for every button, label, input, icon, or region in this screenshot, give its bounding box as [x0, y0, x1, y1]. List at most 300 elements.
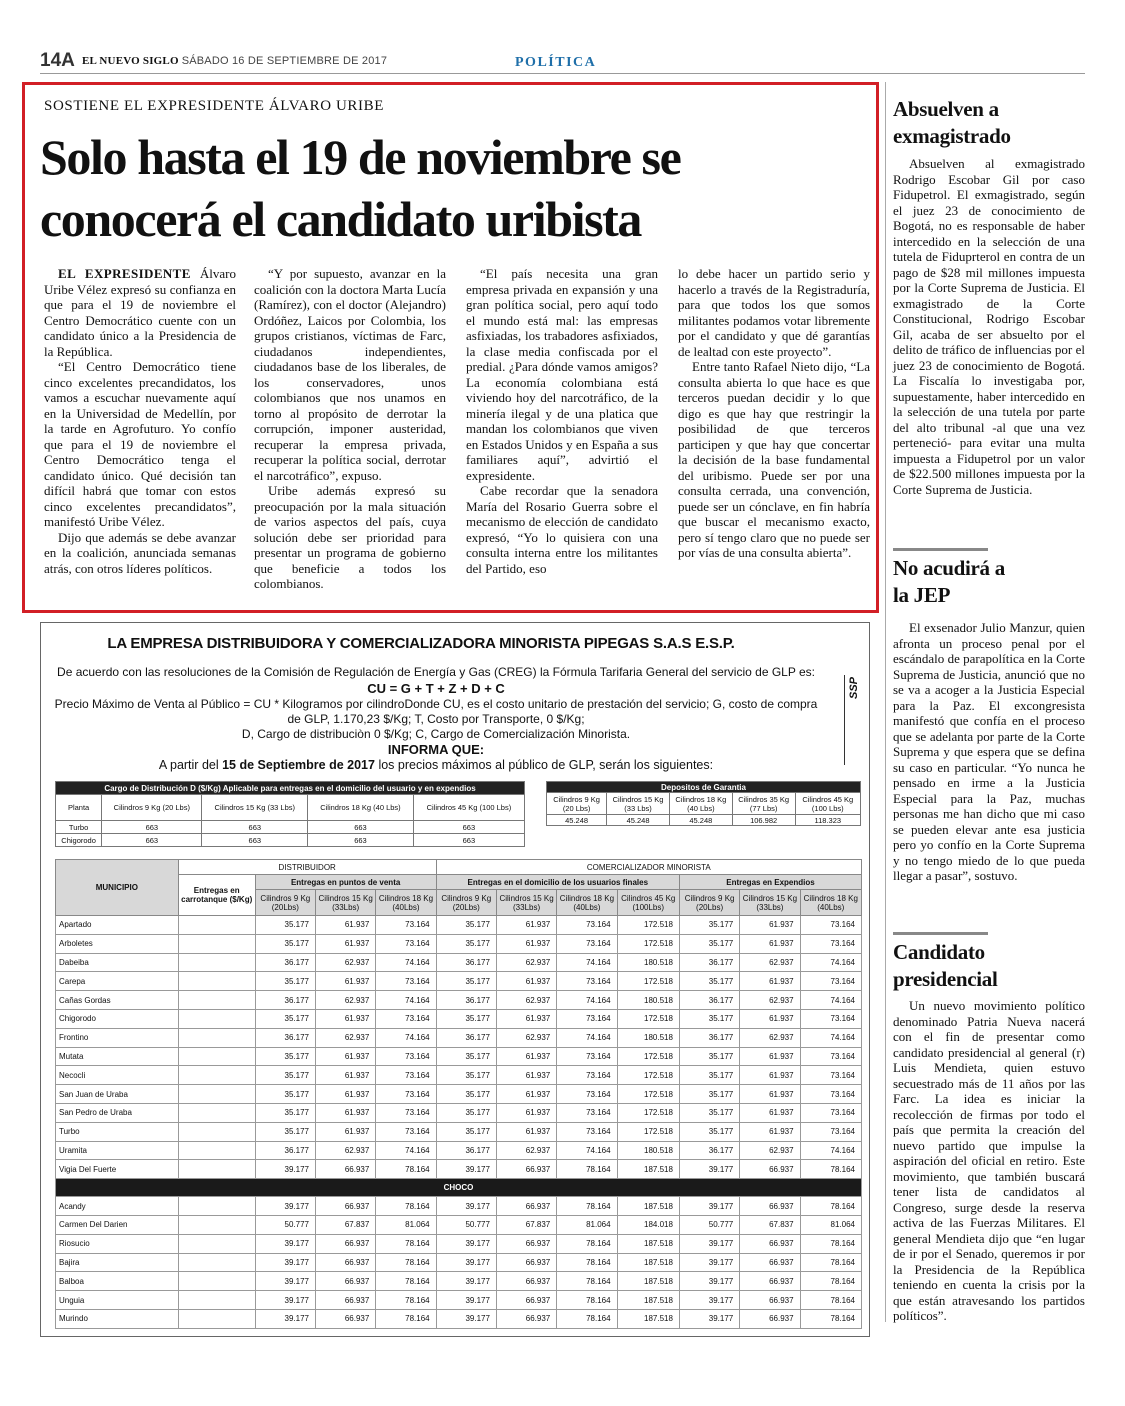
table-header: Planta: [56, 795, 102, 821]
article-paragraph: Cabe recordar que la senadora María del Rosario Guerra sobre el mecanismo de elección de candidato expresó, “Yo lo quisiera con una consulta interna entre los militantes del Partido, eso: [466, 483, 658, 576]
price-cell: 61.937: [496, 1085, 556, 1104]
price-cell: 67.837: [315, 1215, 375, 1234]
price-cell: 36.177: [679, 953, 739, 972]
table-row: [56, 1141, 862, 1160]
sidebar-title-jep: No acudirá a la JEP: [893, 556, 1005, 607]
price-cell: 61.937: [740, 972, 800, 991]
municipio-cell: Acandy: [56, 1197, 179, 1216]
table-cell: 663: [202, 821, 308, 834]
price-cell: 50.777: [255, 1215, 315, 1234]
price-cell: 39.177: [679, 1291, 739, 1310]
price-cell: 187.518: [617, 1253, 679, 1272]
table-row: [56, 1234, 862, 1253]
table-cell: 663: [308, 821, 414, 834]
table-header: Cilindros 9 Kg (20 Lbs): [102, 795, 202, 821]
price-cell: 78.164: [800, 1253, 861, 1272]
price-cell: 81.064: [800, 1215, 861, 1234]
notice-effective-date: [41, 758, 831, 773]
municipio-cell: San Juan de Uraba: [56, 1085, 179, 1104]
price-cell: 61.937: [496, 1066, 556, 1085]
price-cell: [178, 1103, 255, 1122]
municipio-cell: Vigia Del Fuerte: [56, 1160, 179, 1179]
table-header: Cilindros 45 Kg (100 Lbs): [795, 793, 860, 815]
header-rule: [40, 73, 1085, 74]
price-cell: 73.164: [557, 1066, 617, 1085]
price-cell: 180.518: [617, 1141, 679, 1160]
price-cell: 61.937: [315, 1085, 375, 1104]
price-cell: 39.177: [679, 1309, 739, 1328]
price-cell: 78.164: [376, 1272, 436, 1291]
price-cell: 66.937: [740, 1309, 800, 1328]
price-cell: 61.937: [740, 1047, 800, 1066]
price-cell: 187.518: [617, 1234, 679, 1253]
table-title: Depositos de Garantia: [547, 782, 861, 793]
sidebar-paragraph: El exsenador Julio Manzur, quien afronta un proceso penal por el escándalo de parapolítica en la Corte Suprema de Justicia, anunció que no se va a acoger a la Justicia Especial para la Paz. El excongresista manifestó que confía en el proceso que se adelanta por parte de la Corte Suprema y que espera que se defina su caso en particular. “Yo nunca he pensado en irme a la Justicia Especial para la Paz, muchas personas me han dicho que mi caso se pueden elevar ante esa justicia pero yo confío en la Corte Suprema y no tengo miedo de lo que pueda llegar a pasar”, sostuvo.: [893, 620, 1085, 883]
price-cell: 73.164: [557, 972, 617, 991]
table-header: COMERCIALIZADOR MINORISTA: [436, 860, 861, 875]
price-cell: 81.064: [376, 1215, 436, 1234]
price-cell: 35.177: [679, 916, 739, 935]
price-cell: 78.164: [800, 1234, 861, 1253]
distribution-charge-table: [55, 781, 525, 847]
price-cell: 172.518: [617, 1009, 679, 1028]
table-cell: 118.323: [795, 815, 860, 826]
price-cell: 61.937: [740, 916, 800, 935]
table-header: Entregas en el domicilio de los usuarios finales: [436, 875, 679, 890]
price-cell: 61.937: [496, 934, 556, 953]
price-cell: 66.937: [740, 1291, 800, 1310]
price-cell: 187.518: [617, 1272, 679, 1291]
notice-title: LA EMPRESA DISTRIBUIDORA Y COMERCIALIZADORA MINORISTA PIPEGAS S.A.S E.S.P.: [107, 635, 735, 652]
price-cell: 73.164: [557, 1047, 617, 1066]
price-cell: 36.177: [436, 1028, 496, 1047]
price-cell: 78.164: [376, 1197, 436, 1216]
price-cell: 62.937: [315, 1141, 375, 1160]
price-cell: 78.164: [376, 1309, 436, 1328]
table-row: [56, 953, 862, 972]
price-cell: 73.164: [800, 1047, 861, 1066]
price-cell: 62.937: [496, 991, 556, 1010]
price-cell: 36.177: [255, 1141, 315, 1160]
price-cell: 73.164: [376, 1103, 436, 1122]
table-cell: 663: [102, 834, 202, 847]
price-cell: 36.177: [255, 953, 315, 972]
notice-line: De acuerdo con las resoluciones de la Comisión de Regulación de Energía y Gas (CREG) la Fórmula Tarifaria General del servicio de GLP es:: [57, 665, 815, 679]
table-row: [56, 834, 525, 847]
article-paragraph: “Y por supuesto, avanzar en la coalición con la doctora Marta Lucía (Ramírez), con el doctor (Alejandro) Ordóñez, Laicos por Colombia, los grupos cristianos, víctimas de Farc, ciudadanos independientes, ciudadanos base de los liberales, de los conservadores, unos colombianos que nos unamos en torno al propósito de derrotar la corrupción, imponer austeridad, recuperar la empresa privada, recuperar la política social, derrotar el narcotráfico”, expuso.: [254, 266, 446, 483]
price-cell: [178, 916, 255, 935]
price-cell: 187.518: [617, 1309, 679, 1328]
price-cell: 61.937: [315, 972, 375, 991]
price-cell: 73.164: [376, 934, 436, 953]
table-row: [56, 1272, 862, 1291]
price-cell: 66.937: [496, 1291, 556, 1310]
table-header: MUNICIPIO: [56, 860, 179, 916]
municipio-cell: Dabeiba: [56, 953, 179, 972]
price-table: [55, 859, 862, 1329]
price-cell: 35.177: [679, 1047, 739, 1066]
price-cell: [178, 1122, 255, 1141]
price-cell: 35.177: [436, 972, 496, 991]
table-row: [56, 991, 862, 1010]
table-row: [56, 916, 862, 935]
table-row: [547, 815, 861, 826]
article-kicker: SOSTIENE EL EXPRESIDENTE ÁLVARO URIBE: [44, 98, 384, 114]
table-header: Cilindros 35 Kg (77 Lbs): [732, 793, 795, 815]
price-cell: [178, 1047, 255, 1066]
price-cell: 172.518: [617, 1066, 679, 1085]
price-cell: 35.177: [255, 1103, 315, 1122]
municipio-cell: Carmen Del Darien: [56, 1215, 179, 1234]
price-cell: 35.177: [255, 1122, 315, 1141]
price-cell: [178, 934, 255, 953]
price-cell: 73.164: [800, 1066, 861, 1085]
price-cell: 61.937: [740, 1103, 800, 1122]
price-cell: [178, 1291, 255, 1310]
price-cell: 36.177: [679, 991, 739, 1010]
price-cell: 61.937: [315, 1066, 375, 1085]
section-label: POLÍTICA: [515, 55, 597, 70]
price-cell: 35.177: [255, 1085, 315, 1104]
price-cell: 61.937: [496, 1047, 556, 1066]
price-cell: [178, 1234, 255, 1253]
price-cell: 35.177: [679, 1103, 739, 1122]
price-cell: 61.937: [496, 1009, 556, 1028]
table-header: Cilindros 15 Kg (33Lbs): [496, 890, 556, 916]
table-row: [56, 1291, 862, 1310]
price-cell: 74.164: [800, 991, 861, 1010]
price-cell: 39.177: [436, 1253, 496, 1272]
table-row: [56, 972, 862, 991]
municipio-cell: Murindo: [56, 1309, 179, 1328]
price-cell: 74.164: [800, 953, 861, 972]
price-cell: 73.164: [557, 1085, 617, 1104]
price-cell: 50.777: [679, 1215, 739, 1234]
price-cell: 39.177: [255, 1197, 315, 1216]
price-cell: 74.164: [800, 1028, 861, 1047]
price-cell: [178, 1085, 255, 1104]
price-cell: 36.177: [679, 1141, 739, 1160]
price-cell: 74.164: [376, 1028, 436, 1047]
price-cell: 73.164: [376, 1085, 436, 1104]
municipio-cell: Riosucio: [56, 1234, 179, 1253]
municipio-cell: Necocli: [56, 1066, 179, 1085]
article-paragraph: Dijo que además se debe avanzar en la coalición, anunciada semanas atrás, con otros líderes políticos.: [44, 529, 236, 576]
table-cell: Turbo: [56, 821, 102, 834]
table-header: Cilindros 45 Kg (100Lbs): [617, 890, 679, 916]
price-cell: 78.164: [800, 1272, 861, 1291]
table-row: [56, 1253, 862, 1272]
price-cell: 61.937: [740, 934, 800, 953]
table-header: Cilindros 15 Kg (33Lbs): [740, 890, 800, 916]
table-header: Cilindros 45 Kg (100 Lbs): [413, 795, 524, 821]
price-cell: 66.937: [315, 1234, 375, 1253]
price-cell: 73.164: [800, 972, 861, 991]
table-cell: 663: [102, 821, 202, 834]
price-cell: 78.164: [800, 1291, 861, 1310]
price-cell: 73.164: [800, 916, 861, 935]
sidebar-paragraph: Absuelven al exmagistrado Rodrigo Escobar Gil por caso Fidupetrol. El exmagistrado, según el juez 23 de conocimiento de Bogotá, no es responsable de haber intercedido en la selección de una tutela de Fiduprterol en contra de un pago de $28 mil millones impuesta por la Corte Suprema de Justicia. El exmagistrado de la Corte Constitucional, Rodrigo Escobar Gil, acaba de ser absuelto por el delito de tráfico de influencias por el juez 23 de conocimiento de Bogotá. La Fiscalía lo investigaba por, supuestamente, haber intercedido en la selección de una tutela por parte del alto tribunal -al que una vez perteneció- para evitar una multa impuesta a Fidupetrol por un valor de $22.500 millones impuesta por la Corte Suprema de Justicia.: [893, 156, 1085, 497]
price-cell: 62.937: [740, 991, 800, 1010]
price-cell: 62.937: [740, 1028, 800, 1047]
price-cell: 78.164: [800, 1309, 861, 1328]
price-cell: 73.164: [557, 1122, 617, 1141]
price-cell: 62.937: [496, 1141, 556, 1160]
price-cell: 61.937: [315, 1009, 375, 1028]
price-cell: 39.177: [679, 1253, 739, 1272]
price-cell: 81.064: [557, 1215, 617, 1234]
price-cell: 39.177: [255, 1234, 315, 1253]
price-cell: 73.164: [376, 916, 436, 935]
price-cell: 39.177: [436, 1309, 496, 1328]
price-cell: 78.164: [376, 1160, 436, 1179]
price-cell: [178, 1309, 255, 1328]
price-cell: 187.518: [617, 1197, 679, 1216]
table-header: Entregas en puntos de venta: [255, 875, 436, 890]
price-cell: 73.164: [557, 916, 617, 935]
price-cell: 35.177: [255, 1066, 315, 1085]
price-cell: [178, 1141, 255, 1160]
price-cell: 73.164: [800, 1009, 861, 1028]
table-header: Cilindros 9 Kg (20Lbs): [436, 890, 496, 916]
table-header: Cilindros 9 Kg (20Lbs): [255, 890, 315, 916]
price-cell: 61.937: [740, 1066, 800, 1085]
price-cell: 39.177: [436, 1272, 496, 1291]
article-column-4: [678, 266, 870, 561]
price-cell: 74.164: [557, 991, 617, 1010]
price-cell: 35.177: [436, 1103, 496, 1122]
sidebar-body-jep: [893, 620, 1085, 884]
municipio-cell: Frontino: [56, 1028, 179, 1047]
article-column-3: [466, 266, 658, 576]
price-cell: 172.518: [617, 972, 679, 991]
price-cell: 78.164: [557, 1272, 617, 1291]
price-cell: 50.777: [436, 1215, 496, 1234]
price-cell: 73.164: [376, 1047, 436, 1066]
price-cell: 35.177: [679, 1085, 739, 1104]
notice-informa: INFORMA QUE:: [387, 742, 485, 757]
price-cell: 67.837: [496, 1215, 556, 1234]
price-cell: 62.937: [496, 1028, 556, 1047]
price-cell: 66.937: [315, 1291, 375, 1310]
price-cell: 73.164: [557, 934, 617, 953]
price-cell: 73.164: [800, 1085, 861, 1104]
sidebar-body-candidato: [893, 998, 1085, 1324]
price-cell: 74.164: [376, 991, 436, 1010]
price-cell: 78.164: [557, 1197, 617, 1216]
price-cell: 74.164: [557, 953, 617, 972]
municipio-cell: Chigorodo: [56, 1009, 179, 1028]
municipio-cell: Arboletes: [56, 934, 179, 953]
price-cell: 66.937: [740, 1253, 800, 1272]
price-cell: 73.164: [557, 1103, 617, 1122]
table-row: [56, 1085, 862, 1104]
sidebar-rule: [893, 932, 988, 935]
price-cell: 35.177: [436, 934, 496, 953]
price-cell: 180.518: [617, 991, 679, 1010]
municipio-cell: Cañas Gordas: [56, 991, 179, 1010]
municipio-cell: Balboa: [56, 1272, 179, 1291]
price-cell: 39.177: [436, 1160, 496, 1179]
table-cell: 663: [308, 834, 414, 847]
table-header: Cilindros 18 Kg (40Lbs): [376, 890, 436, 916]
price-cell: 39.177: [436, 1197, 496, 1216]
notice-line: Precio Máximo de Venta al Público = CU * Kilogramos por cilindroDonde CU, es el costo unitario de prestación del servicio; G, costo de compra: [54, 697, 818, 711]
price-cell: [178, 1009, 255, 1028]
price-cell: 61.937: [315, 1047, 375, 1066]
price-cell: [178, 991, 255, 1010]
price-cell: 78.164: [557, 1253, 617, 1272]
price-cell: 36.177: [255, 991, 315, 1010]
price-cell: 35.177: [436, 1047, 496, 1066]
price-cell: 73.164: [800, 1122, 861, 1141]
article-column-1: [44, 266, 236, 576]
price-cell: 66.937: [496, 1253, 556, 1272]
price-cell: 172.518: [617, 1103, 679, 1122]
table-row: [56, 1066, 862, 1085]
table-header: Cilindros 18 Kg (40Lbs): [557, 890, 617, 916]
price-cell: [178, 972, 255, 991]
table-cell: 45.248: [607, 815, 670, 826]
price-cell: 35.177: [679, 1066, 739, 1085]
table-header: Cilindros 18 Kg (40 Lbs): [669, 793, 732, 815]
price-cell: 73.164: [557, 1009, 617, 1028]
price-cell: 39.177: [255, 1160, 315, 1179]
price-cell: 62.937: [740, 1141, 800, 1160]
price-cell: 66.937: [496, 1234, 556, 1253]
price-cell: 39.177: [255, 1291, 315, 1310]
price-cell: 73.164: [800, 934, 861, 953]
price-cell: 73.164: [800, 1103, 861, 1122]
price-cell: 73.164: [376, 1066, 436, 1085]
table-cell: 663: [413, 834, 524, 847]
table-header: Cilindros 9 Kg (20 Lbs): [547, 793, 607, 815]
table-cell: 45.248: [669, 815, 732, 826]
price-cell: 67.837: [740, 1215, 800, 1234]
price-cell: 78.164: [376, 1253, 436, 1272]
article-column-2: [254, 266, 446, 592]
price-cell: 62.937: [315, 1028, 375, 1047]
article-paragraph: “El Centro Democrático tiene cinco excelentes precandidatos, los vamos a escuchar nuevamente aquí en la Universidad de Medellín, por la tarde en Agrofuturo. Yo confío que para el 19 de noviembre el Centro Democrático tenga el candidato único. Qué decisión tan difícil habrá que tomar con estos cinco excelentes precandidatos”, manifestó Uribe Vélez.: [44, 359, 236, 529]
masthead: [82, 55, 387, 67]
table-header: Entregas en carrotanque ($/Kg): [178, 875, 255, 916]
table-header: Cilindros 18 Kg (40Lbs): [800, 890, 861, 916]
table-title: Cargo de Distribución D ($/Kg) Aplicable para entregas en el domicilio del usuario y en expendios: [56, 782, 525, 795]
article-paragraph: Entre tanto Rafael Nieto dijo, “La consulta abierta lo que hace es que terceros puedan decidir y lo que digo es que hay que restringir la posibilidad de que terceros participen y que hay que concertar la decisión de la base fundamental del uribismo. Puede ser por una consulta cerrada, una convención, puede ser un cónclave, en fin habría que buscar el mecanismo exacto, pero sí tengo claro que no puede ser por vías de una consulta abierta”.: [678, 359, 870, 560]
price-cell: [178, 1066, 255, 1085]
ssp-logo-text: SSP: [848, 677, 860, 700]
page-number: 14A: [40, 50, 75, 71]
price-cell: 78.164: [800, 1197, 861, 1216]
table-cell: 45.248: [547, 815, 607, 826]
price-cell: 78.164: [557, 1234, 617, 1253]
price-cell: 74.164: [800, 1141, 861, 1160]
region-label: CHOCO: [56, 1179, 862, 1197]
sidebar-title-candidato: Candidato presidencial: [893, 940, 998, 991]
price-cell: [178, 1272, 255, 1291]
municipio-cell: Mutata: [56, 1047, 179, 1066]
municipio-cell: Carepa: [56, 972, 179, 991]
price-cell: 62.937: [496, 953, 556, 972]
municipio-cell: Bajira: [56, 1253, 179, 1272]
table-row: [56, 1009, 862, 1028]
price-cell: 36.177: [436, 1141, 496, 1160]
table-region-row: [56, 1179, 862, 1197]
price-cell: 35.177: [255, 1047, 315, 1066]
price-cell: 61.937: [740, 1122, 800, 1141]
price-cell: 180.518: [617, 953, 679, 972]
price-cell: 73.164: [376, 1009, 436, 1028]
price-cell: 35.177: [436, 916, 496, 935]
price-cell: [178, 1160, 255, 1179]
table-row: [56, 821, 525, 834]
price-cell: [178, 953, 255, 972]
table-cell: Chigorodo: [56, 834, 102, 847]
table-header: DISTRIBUIDOR: [178, 860, 436, 875]
sidebar-divider: [885, 82, 886, 1322]
price-cell: [178, 1028, 255, 1047]
price-cell: 35.177: [679, 972, 739, 991]
municipio-cell: Turbo: [56, 1122, 179, 1141]
price-cell: 35.177: [436, 1066, 496, 1085]
table-header: Cilindros 15 Kg (33 Lbs): [607, 793, 670, 815]
table-row: [56, 1047, 862, 1066]
table-row: [56, 1028, 862, 1047]
price-cell: 66.937: [496, 1197, 556, 1216]
price-cell: 172.518: [617, 934, 679, 953]
table-row: [56, 934, 862, 953]
sidebar-title-absuelven: Absuelven a exmagistrado: [893, 97, 1011, 148]
price-cell: 35.177: [436, 1009, 496, 1028]
price-cell: 36.177: [436, 953, 496, 972]
price-cell: [178, 1197, 255, 1216]
price-cell: 39.177: [679, 1272, 739, 1291]
price-cell: 39.177: [255, 1272, 315, 1291]
issue-date: SÁBADO 16 DE SEPTIEMBRE DE 2017: [181, 55, 388, 67]
price-cell: 172.518: [617, 1122, 679, 1141]
table-header: Entregas en Expendios: [679, 875, 861, 890]
article-headline: Solo hasta el 19 de noviembre se conocerá el candidato uribista: [40, 129, 681, 247]
price-cell: 35.177: [436, 1122, 496, 1141]
article-lead-in: EL EXPRESIDENTE: [58, 266, 191, 281]
municipio-cell: Apartado: [56, 916, 179, 935]
table-header: Cilindros 18 Kg (40 Lbs): [308, 795, 414, 821]
price-cell: 62.937: [315, 953, 375, 972]
price-cell: 35.177: [255, 934, 315, 953]
price-cell: 62.937: [740, 953, 800, 972]
notice-line: D, Cargo de distribuciòn 0 $/Kg; C, Cargo de Comercialización Minorista.: [241, 727, 631, 741]
sidebar-paragraph: Un nuevo movimiento político denominado Patria Nueva nacerá con el fin de presentar como candidato presidencial al general (r) Luis Mendieta, quien estuvo secuestrado más de 11 años por las Farc. La idea es iniciar la recolección de firmas por todo el país que permita la creación del nuevo partido que impulse la aspiración del oficial en retiro. Este movimiento, que también buscará tener lista de candidatos al Congreso, surge desde la reserva activa de las Fuerzas Militares. El general Mendieta dijo que “en lugar de ir por el Senado, queremos ir por la Presidencia de la República teniendo en cuenta la crisis por la que están atravesando los partidos políticos”.: [893, 998, 1085, 1323]
price-cell: 66.937: [740, 1197, 800, 1216]
price-cell: 39.177: [679, 1234, 739, 1253]
price-cell: 66.937: [315, 1197, 375, 1216]
price-cell: 35.177: [679, 1009, 739, 1028]
price-cell: 36.177: [679, 1028, 739, 1047]
price-cell: 66.937: [315, 1253, 375, 1272]
deposit-table: [546, 781, 861, 826]
price-cell: 74.164: [557, 1141, 617, 1160]
price-cell: [178, 1253, 255, 1272]
price-cell: 35.177: [679, 1122, 739, 1141]
masthead-name: EL NUEVO SIGLO: [82, 55, 179, 67]
table-row: [56, 1215, 862, 1234]
price-cell: 61.937: [740, 1009, 800, 1028]
price-cell: 66.937: [740, 1160, 800, 1179]
price-cell: [178, 1215, 255, 1234]
price-cell: 172.518: [617, 1085, 679, 1104]
price-cell: 66.937: [496, 1309, 556, 1328]
price-cell: 74.164: [376, 953, 436, 972]
